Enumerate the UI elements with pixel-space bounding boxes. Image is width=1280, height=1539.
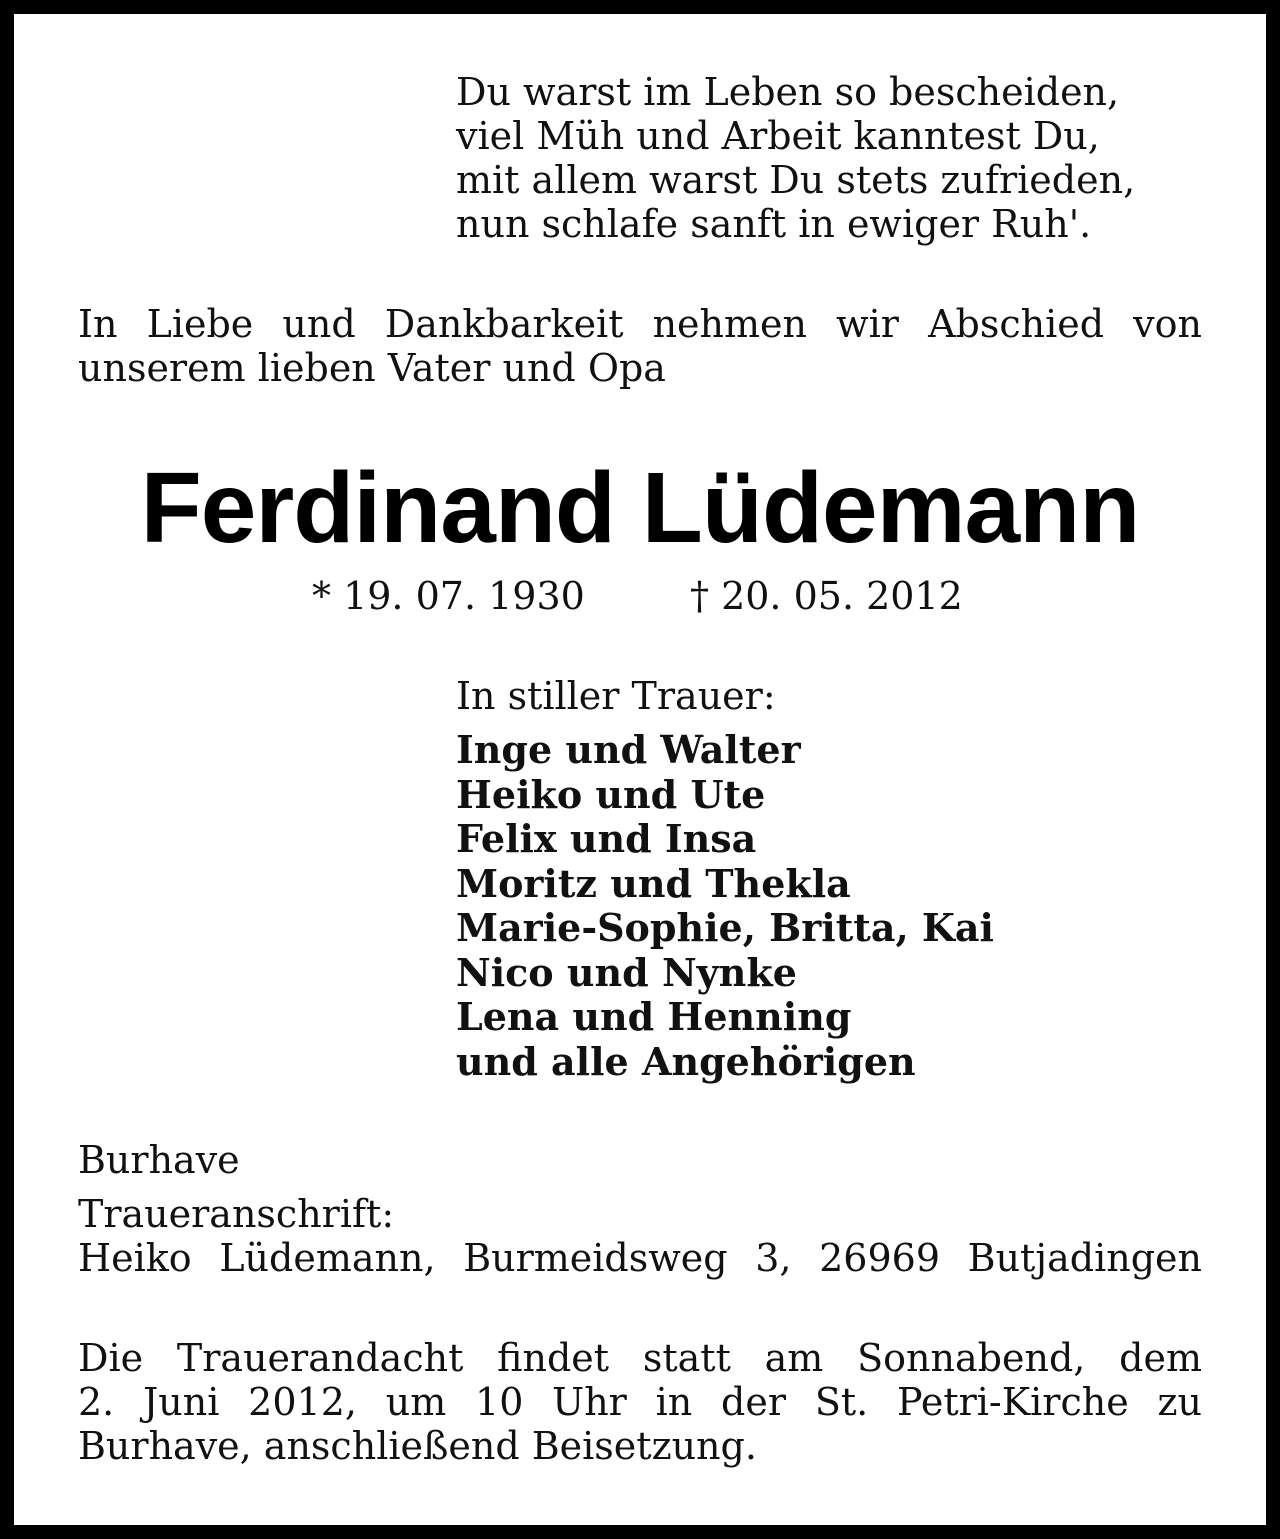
mourners-list bbox=[456, 728, 994, 1084]
address-label: Traueranschrift: bbox=[78, 1192, 395, 1236]
intro-line: In Liebe und Dankbarkeit nehmen wir Abschied von bbox=[78, 302, 1202, 346]
place-name: Burhave bbox=[78, 1138, 240, 1182]
service-line: Die Trauerandacht findet statt am Sonnabend, dem bbox=[78, 1336, 1202, 1380]
birth-date: * 19. 07. 1930 bbox=[312, 574, 585, 618]
poem-line: mit allem warst Du stets zufrieden, bbox=[456, 158, 1136, 202]
death-date: † 20. 05. 2012 bbox=[690, 574, 963, 618]
poem-line: Du warst im Leben so bescheiden, bbox=[456, 70, 1120, 114]
mourner: Lena und Henning bbox=[456, 994, 852, 1039]
mourner: Felix und Insa bbox=[456, 816, 757, 861]
poem-line: nun schlafe sanft in ewiger Ruh'. bbox=[456, 202, 1092, 246]
mourning-intro: In stiller Trauer: bbox=[456, 674, 776, 718]
mourner: Moritz und Thekla bbox=[456, 860, 851, 906]
service-line: Burhave, anschließend Beisetzung. bbox=[78, 1424, 757, 1468]
mourner: Heiko und Ute bbox=[456, 771, 766, 817]
farewell-intro bbox=[78, 302, 1202, 390]
poem bbox=[456, 70, 1135, 246]
deceased-name: Ferdinand Lüdemann bbox=[140, 452, 1140, 564]
mourner: Nico und Nynke bbox=[456, 949, 797, 995]
poem-line: viel Müh und Arbeit kanntest Du, bbox=[456, 114, 1100, 158]
mourner: Marie-Sophie, Britta, Kai bbox=[456, 905, 994, 950]
mourner: Inge und Walter bbox=[456, 727, 801, 772]
service-info bbox=[78, 1336, 1202, 1468]
mourning-address bbox=[78, 1192, 1202, 1280]
service-line: 2. Juni 2012, um 10 Uhr in der St. Petri-Kirche zu bbox=[78, 1380, 1202, 1424]
mourner: und alle Angehörigen bbox=[456, 1038, 916, 1084]
address-line: Heiko Lüdemann, Burmeidsweg 3, 26969 Butjadingen bbox=[78, 1236, 1202, 1280]
intro-line: unserem lieben Vater und Opa bbox=[78, 346, 666, 390]
